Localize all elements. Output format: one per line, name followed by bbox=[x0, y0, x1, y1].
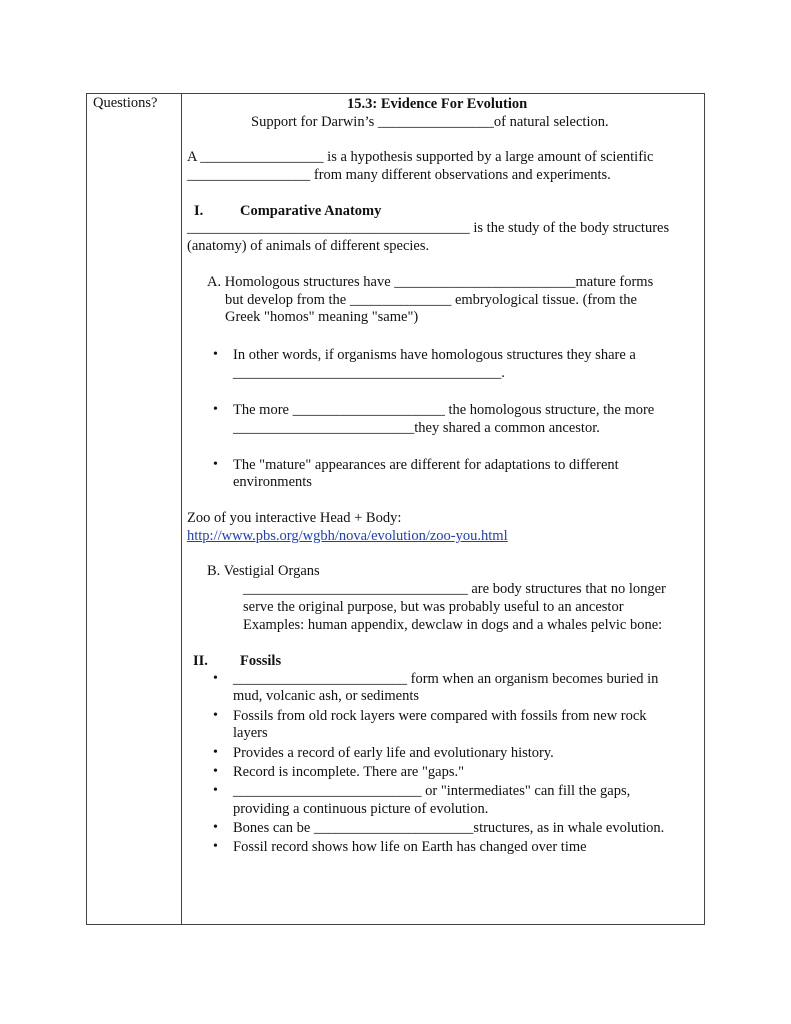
bullet-1-line-2: _____________________________________. bbox=[233, 365, 505, 381]
fossil-bullet-2-line-2: layers bbox=[233, 725, 268, 741]
fossil-bullet-4: Record is incomplete. There are "gaps." bbox=[233, 764, 465, 780]
homologous-line-2: but develop from the ______________ embryological tissue. (from the bbox=[225, 292, 637, 308]
vestigial-heading: B. Vestigial Organs bbox=[207, 563, 320, 579]
theory-line-1: A _________________ is a hypothesis supported by a large amount of scientific bbox=[187, 149, 654, 165]
homologous-line-1: A. Homologous structures have _________________________mature forms bbox=[207, 274, 654, 290]
zoo-text: Zoo of you interactive Head + Body: bbox=[187, 510, 402, 526]
bullet-icon: • bbox=[213, 708, 218, 723]
bullet-icon: • bbox=[213, 402, 218, 417]
vestigial-line-1: _______________________________ are body structures that no longer bbox=[243, 581, 666, 597]
vestigial-line-2: serve the original purpose, but was probably useful to an ancestor bbox=[243, 599, 624, 615]
column-divider bbox=[181, 94, 182, 924]
fossil-bullet-1-line-1: ________________________ form when an organism becomes buried in bbox=[233, 671, 659, 687]
bullet-3-line-1: The "mature" appearances are different for adaptations to different bbox=[233, 457, 619, 473]
fossil-bullet-5-line-2: providing a continuous picture of evolution. bbox=[233, 801, 489, 817]
comparative-anatomy-line-1: _______________________________________ is the study of the body structures bbox=[187, 220, 670, 236]
bullet-icon: • bbox=[213, 783, 218, 798]
fossil-bullet-6: Bones can be ______________________structures, as in whale evolution. bbox=[233, 820, 665, 836]
section-1-numeral: I. bbox=[194, 203, 204, 219]
bullet-2-line-2: _________________________they shared a common ancestor. bbox=[233, 420, 600, 436]
zoo-link[interactable]: http://www.pbs.org/wgbh/nova/evolution/zoo-you.html bbox=[187, 528, 508, 544]
questions-label: Questions? bbox=[93, 95, 158, 111]
theory-line-2: _________________ from many different observations and experiments. bbox=[187, 167, 611, 183]
bullet-icon: • bbox=[213, 820, 218, 835]
comparative-anatomy-line-2: (anatomy) of animals of different species. bbox=[187, 238, 430, 254]
section-1-heading: Comparative Anatomy bbox=[240, 203, 382, 219]
bullet-icon: • bbox=[213, 745, 218, 760]
notes-table bbox=[86, 93, 705, 925]
bullet-icon: • bbox=[213, 764, 218, 779]
section-2-numeral: II. bbox=[193, 653, 208, 669]
bullet-1-line-1: In other words, if organisms have homologous structures they share a bbox=[233, 347, 636, 363]
bullet-3-line-2: environments bbox=[233, 474, 312, 490]
bullet-icon: • bbox=[213, 457, 218, 472]
fossil-bullet-7: Fossil record shows how life on Earth has changed over time bbox=[233, 839, 587, 855]
fossil-bullet-1-line-2: mud, volcanic ash, or sediments bbox=[233, 688, 420, 704]
bullet-2-line-1: The more _____________________ the homologous structure, the more bbox=[233, 402, 655, 418]
section-2-heading: Fossils bbox=[240, 653, 282, 669]
bullet-icon: • bbox=[213, 839, 218, 854]
bullet-icon: • bbox=[213, 347, 218, 362]
fossil-bullet-5-line-1: __________________________ or "intermediates" can fill the gaps, bbox=[233, 783, 631, 799]
vestigial-line-3: Examples: human appendix, dewclaw in dogs and a whales pelvic bone: bbox=[243, 617, 663, 633]
homologous-line-3: Greek "homos" meaning "same") bbox=[225, 309, 419, 325]
bullet-icon: • bbox=[213, 671, 218, 686]
page-subtitle: Support for Darwin’s ________________of natural selection. bbox=[251, 114, 609, 130]
fossil-bullet-2-line-1: Fossils from old rock layers were compared with fossils from new rock bbox=[233, 708, 647, 724]
page-title: 15.3: Evidence For Evolution bbox=[347, 96, 528, 112]
fossil-bullet-3: Provides a record of early life and evolutionary history. bbox=[233, 745, 554, 761]
